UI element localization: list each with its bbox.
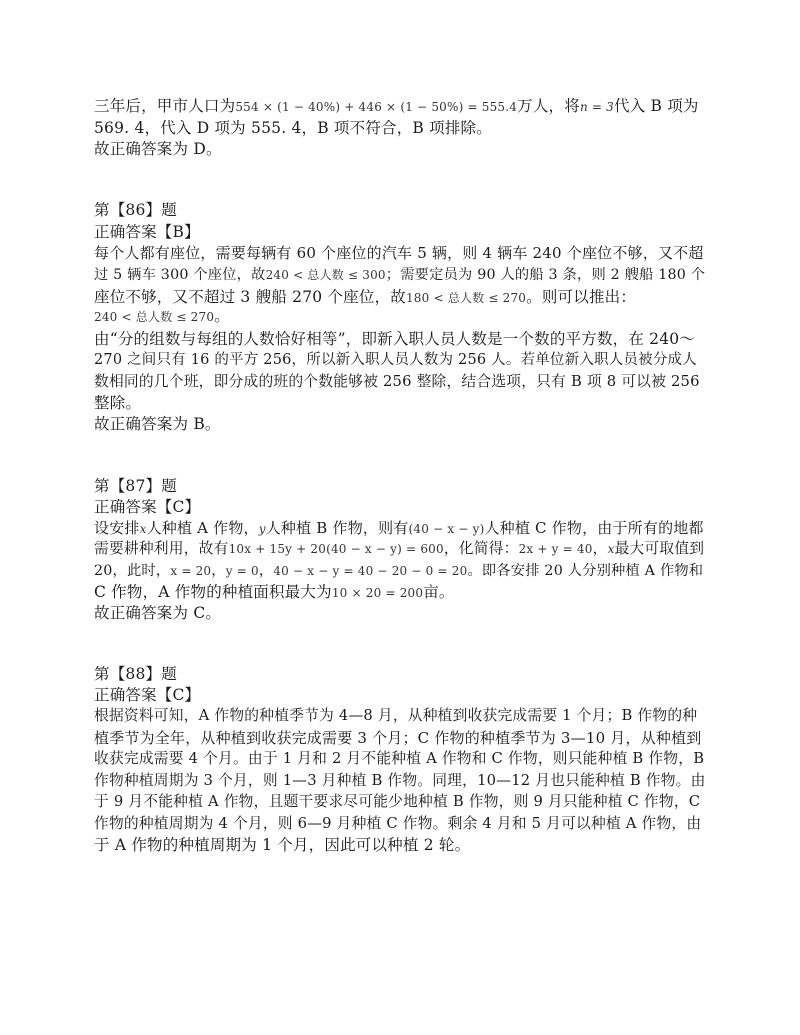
math-formula: y = 0 bbox=[225, 564, 259, 578]
text: 三年后，甲市人口为 bbox=[94, 97, 236, 115]
math-formula: 554 × (1 − 40%) + 446 × (1 − 50%) = 555.4 bbox=[235, 100, 518, 114]
text: 。则可以推出： bbox=[526, 288, 637, 306]
text: 设安排 bbox=[94, 519, 140, 537]
q86-line-4 bbox=[94, 306, 230, 327]
math-formula: x = 20 bbox=[170, 564, 212, 578]
q87-title: 第【87】题 bbox=[94, 477, 177, 495]
q88-line-3: 收获完成需要 4 个月。由于 1 月和 2 月不能种植 A 作物和 C 作物，则只能种植 B 作物，B bbox=[94, 750, 705, 767]
text: 人种植 B 作物，则有 bbox=[265, 519, 409, 537]
text: 亩。 bbox=[423, 583, 455, 601]
text: 代入 B 项为 bbox=[613, 97, 699, 115]
q86-conclusion: 故正确答案为 B。 bbox=[94, 415, 221, 433]
text: 。即各安排 20 人分别种植 A 作物和 bbox=[467, 563, 704, 579]
text: 万人，将 bbox=[517, 97, 580, 115]
q87-line-4 bbox=[94, 582, 455, 603]
q86-title: 第【86】题 bbox=[94, 201, 177, 219]
text: 需要耕种利用，故有 bbox=[94, 540, 229, 557]
q88-line-6: 作物的种植周期为 4 个月，则 6—9 月种植 C 作物。剩余 4 月和 5 月可以种植 A 作物，由 bbox=[94, 815, 702, 832]
q88-title: 第【88】题 bbox=[94, 665, 177, 683]
math-formula: 240 < 总人数 ≤ 270 bbox=[94, 310, 215, 324]
text: ， bbox=[592, 540, 608, 557]
q87-line-3 bbox=[94, 561, 703, 581]
text: 20，此时， bbox=[94, 563, 171, 579]
math-formula: 40 − x − y = 40 − 20 − 0 = 20 bbox=[273, 564, 468, 578]
text: ， bbox=[258, 563, 274, 579]
math-formula: x bbox=[139, 522, 147, 536]
math-formula: 240 < 总人数 ≤ 300 bbox=[265, 268, 386, 282]
text: 座位不够，又不超过 3 艘船 270 个座位，故 bbox=[94, 288, 406, 306]
math-formula: 180 < 总人数 ≤ 270 bbox=[405, 291, 527, 305]
q86-line-7: 数相同的几个班，即分成的班的个数能够被 256 整除，结合选项，只有 B 项 8 可以被 256 bbox=[94, 373, 700, 390]
q88-line-4: 作物种植周期为 3 个月，则 1—3 月种植 B 作物。同理，10—12 月也只能种植 B 作物。由 bbox=[94, 772, 706, 789]
q86-line-1: 每个人都有座位，需要每辆有 60 个座位的汽车 5 辆，则 4 辆车 240 个座位不够，又不超 bbox=[94, 244, 704, 262]
text: C 作物，A 作物的种植面积最大为 bbox=[94, 583, 332, 601]
text: 人种植 A 作物， bbox=[146, 519, 259, 537]
math-formula: (40 − x − y) bbox=[408, 522, 485, 536]
q86-line-5: 由“分的组数与每组的人数恰好相等”，即新入职人员人数是一个数的平方数，在 240～ bbox=[94, 330, 696, 348]
q88-line-1: 根据资料可知，A 作物的种植季节为 4—8 月，从种植到收获完成需要 1 个月；B 作物的种 bbox=[94, 707, 698, 724]
q88-line-2: 植季节为全年，从种植到收获完成需要 3 个月；C 作物的种植季节为 3—10 月，从种植到 bbox=[94, 729, 702, 747]
math-formula: n = 3 bbox=[579, 100, 614, 114]
q88-line-7: 于 A 作物的种植周期为 1 个月，因此可以种植 2 轮。 bbox=[94, 836, 471, 854]
q86-line-3 bbox=[94, 287, 636, 308]
text: 人种植 C 作物，由于所有的地都 bbox=[484, 519, 704, 537]
text: ；需要定员为 90 人的船 3 条，则 2 艘船 180 个 bbox=[385, 267, 706, 283]
text: 最大可取值到 bbox=[614, 540, 705, 557]
math-formula: 10 × 20 = 200 bbox=[331, 586, 424, 600]
math-formula: x bbox=[607, 542, 615, 556]
q87-line-1 bbox=[94, 518, 704, 539]
q88-line-5: 于 9 月不能种植 A 作物，且题干要求尽可能少地种植 B 作物，则 9 月只能种植 C 作物，C bbox=[94, 793, 701, 810]
q86-line-6: 270 之间只有 16 的平方 256，所以新入职人员人数为 256 人。若单位新入职人员被分成人 bbox=[94, 352, 697, 368]
prev-line-1 bbox=[94, 96, 699, 117]
math-formula: y bbox=[258, 522, 266, 536]
prev-conclusion: 故正确答案为 D。 bbox=[94, 140, 222, 158]
q86-answer: 正确答案【B】 bbox=[94, 223, 200, 241]
q87-answer: 正确答案【C】 bbox=[94, 498, 201, 516]
q86-line-8: 整除。 bbox=[94, 394, 142, 412]
prev-line-2: 569. 4，代入 D 项为 555. 4，B 项不符合，B 项排除。 bbox=[94, 119, 492, 137]
q88-answer: 正确答案【C】 bbox=[94, 686, 201, 704]
math-formula: 10x + 15y + 20(40 − x − y) = 600 bbox=[228, 542, 444, 556]
text: 过 5 辆车 300 个座位，故 bbox=[94, 267, 266, 283]
math-formula: 2x + y = 40 bbox=[518, 542, 593, 556]
q87-line-2 bbox=[94, 539, 704, 559]
text: ，化简得： bbox=[443, 540, 519, 557]
text: ， bbox=[211, 563, 226, 579]
q87-conclusion: 故正确答案为 C。 bbox=[94, 604, 222, 622]
q86-line-2 bbox=[94, 265, 705, 285]
text: 。 bbox=[214, 307, 230, 325]
